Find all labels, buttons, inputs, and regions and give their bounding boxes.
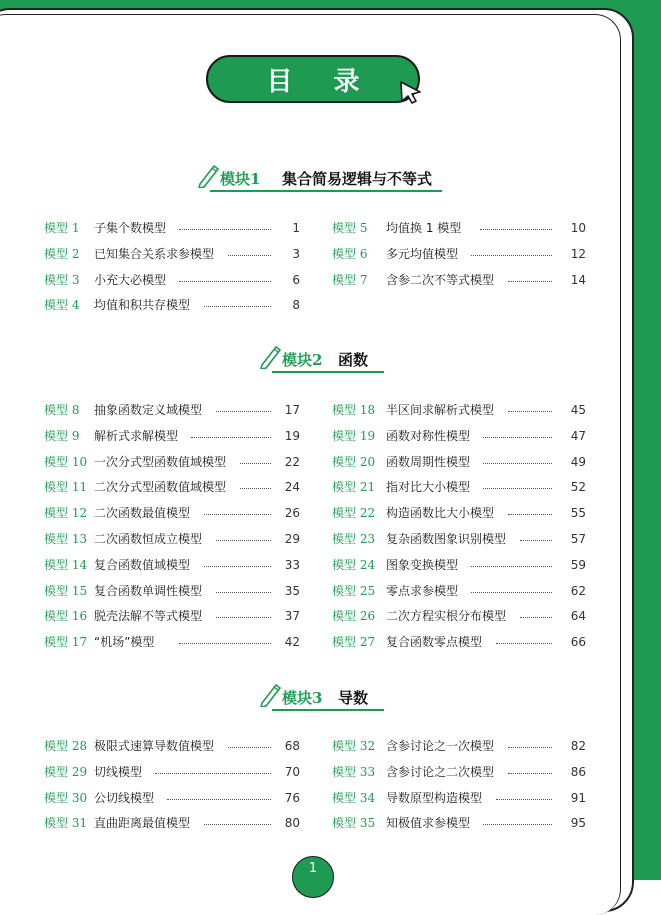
module-number: 模块2 [282, 351, 323, 369]
model-name: 解析式求解模型 [94, 428, 179, 443]
model-label: 模型 12 [44, 506, 88, 521]
module-title: 导数 [338, 689, 369, 707]
page-ref: 45 [570, 403, 586, 417]
toc-entry[interactable] [0, 608, 600, 624]
toc-entry[interactable] [0, 246, 600, 262]
model-name: 多元均值模型 [386, 246, 459, 261]
model-label: 模型 16 [44, 609, 88, 624]
dot-leader [483, 463, 552, 464]
page-ref: 26 [284, 506, 300, 521]
model-label: 模型 1 [44, 221, 80, 235]
page-ref: 49 [570, 454, 586, 469]
model-label: 模型 3 [44, 272, 80, 287]
dot-leader [508, 281, 552, 282]
model-label: 模型 6 [332, 246, 368, 261]
toc-entry[interactable] [0, 634, 600, 650]
module-number: 模块3 [282, 689, 323, 707]
module-title: 集合简易逻辑与不等式 [282, 170, 433, 188]
page-ref: 91 [570, 790, 586, 805]
page-ref: 47 [570, 428, 586, 443]
module-underline [272, 371, 384, 373]
model-label: 模型 13 [44, 532, 88, 546]
model-name: 均值和积共存模型 [94, 298, 191, 313]
model-label: 模型 23 [332, 532, 376, 546]
page-ref: 62 [570, 583, 586, 598]
model-label: 模型 10 [44, 454, 88, 469]
model-label: 模型 35 [332, 816, 376, 831]
dot-leader [471, 566, 552, 567]
model-label: 模型 15 [44, 583, 88, 598]
page-number: 1 [308, 861, 318, 876]
toc-entry[interactable] [0, 428, 600, 444]
model-name: 直曲距离最值模型 [94, 816, 191, 831]
page-ref: 35 [284, 583, 300, 598]
page-ref: 19 [284, 428, 300, 443]
model-name: 二次方程实根分布模型 [386, 609, 507, 624]
toc-entry[interactable] [0, 531, 600, 547]
page-ref: 6 [292, 272, 300, 287]
model-name: “机场”模型 [94, 635, 155, 650]
model-name: 导数原型构造模型 [386, 790, 483, 805]
model-name: 已知集合关系求参模型 [94, 246, 215, 261]
dot-leader [471, 255, 552, 256]
model-name: 抽象函数定义域模型 [94, 403, 203, 417]
page-ref: 14 [570, 272, 586, 287]
model-label: 模型 7 [332, 272, 368, 287]
dot-leader [508, 514, 552, 515]
dot-leader [471, 592, 552, 593]
model-label: 模型 4 [44, 298, 80, 313]
model-label: 模型 17 [44, 635, 88, 650]
pencil-icon [196, 162, 220, 192]
page-ref: 86 [570, 764, 586, 779]
toc-title: 目 录 [266, 66, 376, 97]
model-name: 知极值求参模型 [386, 816, 471, 831]
module-title: 函数 [338, 351, 369, 369]
model-label: 模型 28 [44, 739, 88, 753]
page-ref: 68 [284, 739, 300, 753]
model-name: 公切线模型 [94, 790, 155, 805]
model-name: 函数周期性模型 [386, 454, 471, 469]
model-label: 模型 5 [332, 221, 368, 235]
page-ref: 66 [570, 635, 586, 650]
model-name: 复杂函数图象识别模型 [386, 532, 507, 546]
model-name: 构造函数比大小模型 [386, 506, 495, 521]
model-name: 小充大必模型 [94, 272, 167, 287]
dot-leader [483, 488, 552, 489]
model-name: 复合函数零点模型 [386, 635, 483, 650]
page-ref: 82 [570, 739, 586, 753]
dot-leader [508, 773, 552, 774]
toc-entry[interactable] [0, 479, 600, 495]
model-name: 含参讨论之一次模型 [386, 739, 495, 753]
model-label: 模型 31 [44, 816, 88, 831]
page-ref: 17 [284, 403, 300, 417]
page-ref: 22 [284, 454, 300, 469]
model-name: 一次分式型函数值域模型 [94, 454, 227, 469]
toc-entry[interactable] [0, 297, 600, 313]
model-name: 图象变换模型 [386, 557, 459, 572]
toc-entry[interactable] [0, 402, 600, 418]
model-label: 模型 20 [332, 454, 376, 469]
model-label: 模型 33 [332, 764, 376, 779]
model-label: 模型 8 [44, 403, 80, 417]
module-underline [272, 709, 384, 711]
toc-entry[interactable] [0, 272, 600, 288]
model-name: 指对比大小模型 [386, 480, 471, 495]
model-name: 复合函数值域模型 [94, 557, 191, 572]
model-name: 脱壳法解不等式模型 [94, 609, 203, 624]
toc-entry[interactable] [0, 454, 600, 470]
model-label: 模型 14 [44, 557, 88, 572]
model-label: 模型 29 [44, 764, 88, 779]
page-ref: 70 [284, 764, 300, 779]
model-label: 模型 22 [332, 506, 376, 521]
toc-entry[interactable] [0, 764, 600, 780]
toc-entry[interactable] [0, 790, 600, 806]
model-name: 切线模型 [94, 764, 143, 779]
page-ref: 12 [570, 246, 586, 261]
model-label: 模型 27 [332, 635, 376, 650]
cursor-pointer-icon [398, 80, 424, 104]
page-ref: 64 [570, 609, 586, 624]
model-label: 模型 32 [332, 739, 376, 753]
dot-leader [496, 643, 552, 644]
model-label: 模型 25 [332, 583, 376, 598]
model-name: 含参讨论之二次模型 [386, 764, 495, 779]
model-label: 模型 9 [44, 428, 80, 443]
page-ref: 55 [570, 506, 586, 521]
page-ref: 59 [570, 557, 586, 572]
page-ref: 10 [570, 221, 586, 235]
dot-leader [508, 411, 552, 412]
model-label: 模型 26 [332, 609, 376, 624]
dot-leader [483, 824, 552, 825]
page-ref: 1 [292, 221, 300, 235]
toc-entry[interactable] [0, 738, 600, 754]
page-ref: 37 [284, 609, 300, 624]
module-heading [196, 168, 458, 190]
model-name: 子集个数模型 [94, 221, 167, 235]
model-label: 模型 2 [44, 246, 80, 261]
model-name: 函数对称性模型 [386, 428, 471, 443]
dot-leader [204, 306, 271, 307]
page-ref: 8 [292, 298, 300, 313]
pencil-icon [258, 681, 282, 711]
module-heading [258, 687, 400, 709]
page-ref: 24 [284, 480, 300, 495]
page-ref: 80 [284, 816, 300, 831]
page-number-badge [292, 856, 334, 898]
model-label: 模型 34 [332, 790, 376, 805]
page-ref: 33 [284, 557, 300, 572]
model-label: 模型 30 [44, 790, 88, 805]
model-name: 半区间求解析式模型 [386, 403, 495, 417]
page-ref: 52 [570, 480, 586, 495]
model-label: 模型 11 [44, 480, 88, 495]
toc-entry[interactable] [0, 505, 600, 521]
toc-entry[interactable] [0, 220, 600, 236]
page-ref: 76 [284, 790, 300, 805]
model-name: 二次函数恒成立模型 [94, 532, 203, 546]
model-name: 二次函数最值模型 [94, 506, 191, 521]
page-ref: 57 [570, 532, 586, 546]
model-label: 模型 19 [332, 428, 376, 443]
model-name: 二次分式型函数值域模型 [94, 480, 227, 495]
toc-title-banner [206, 55, 420, 103]
dot-leader [508, 747, 552, 748]
page-ref: 95 [570, 816, 586, 831]
module-number: 模块1 [220, 170, 261, 188]
model-name: 复合函数单调性模型 [94, 583, 203, 598]
model-label: 模型 24 [332, 557, 376, 572]
model-name: 均值换 1 模型 [386, 221, 462, 235]
model-name: 含参二次不等式模型 [386, 272, 495, 287]
dot-leader [496, 799, 552, 800]
dot-leader [480, 229, 552, 230]
model-name: 零点求参模型 [386, 583, 459, 598]
page-ref: 29 [284, 532, 300, 546]
pencil-icon [258, 343, 282, 373]
page-ref: 3 [292, 246, 300, 261]
model-name: 极限式速算导数值模型 [94, 739, 215, 753]
dot-leader [520, 617, 552, 618]
model-label: 模型 18 [332, 403, 376, 417]
dot-leader [483, 437, 552, 438]
dot-leader [520, 540, 552, 541]
page-ref: 42 [284, 635, 300, 650]
model-label: 模型 21 [332, 480, 376, 495]
toc-entry[interactable] [0, 583, 600, 599]
toc-entry[interactable] [0, 815, 600, 831]
toc-entry[interactable] [0, 557, 600, 573]
module-heading [258, 349, 400, 371]
module-underline [210, 190, 442, 192]
